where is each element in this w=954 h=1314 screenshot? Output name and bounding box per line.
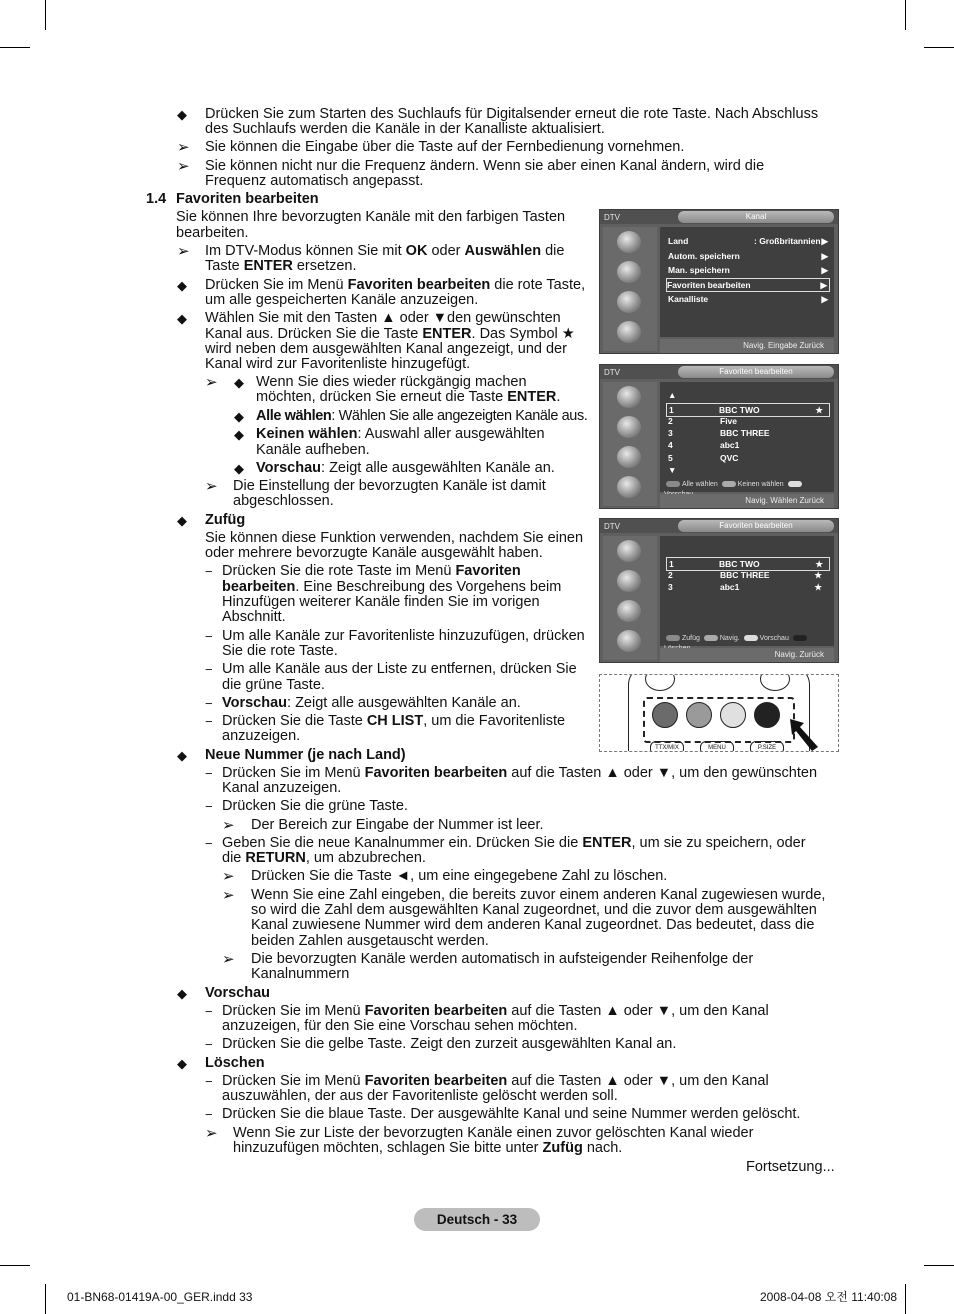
bullet-diamond: ◆ <box>234 375 244 390</box>
text-line: Geben Sie die neue Kanalnummer ein. Drücken Sie die ENTER, um sie zu speichern, oder <box>222 835 806 851</box>
text-line: Frequenz automatisch angepasst. <box>205 173 424 189</box>
sound-icon <box>617 261 641 283</box>
input-icon <box>617 630 641 652</box>
text-line: so wird die Zahl dem ausgewählten Kanal zugeordnet, und die zuvor dem ausgewählten <box>251 902 817 918</box>
menu-row[interactable]: Man. speichern ▶ <box>668 265 828 275</box>
text-line: Wenn Sie dies wieder rückgängig machen <box>256 374 527 390</box>
channel-row[interactable]: 2 Five <box>668 416 738 426</box>
menu-row-selected[interactable]: Favoriten bearbeiten ▶ <box>666 278 830 292</box>
menu-row[interactable]: Autom. speichern ▶ <box>668 251 828 261</box>
screen-title: Favoriten bearbeiten <box>678 366 834 378</box>
dash: − <box>205 629 213 644</box>
picture-icon <box>617 231 641 253</box>
text-line: Sie die rote Taste. <box>222 643 338 659</box>
text-line: Drücken Sie die grüne Taste. <box>222 798 408 814</box>
dash: − <box>205 836 213 851</box>
crop-mark <box>924 1265 954 1266</box>
text-line: Um alle Kanäle zur Favoritenliste hinzuzufügen, drücken <box>222 628 585 644</box>
text-line: Keinen wählen: Auswahl aller ausgewählten <box>256 426 545 442</box>
dash: − <box>205 662 213 677</box>
text-line: Der Bereich zur Eingabe der Nummer ist leer. <box>251 817 544 833</box>
p-size-button[interactable]: P.SIZE <box>750 741 784 752</box>
dash: − <box>205 696 213 711</box>
text-line: die grüne Taste. <box>222 677 325 693</box>
picture-icon <box>617 386 641 408</box>
text-line: Drücken Sie die rote Taste im Menü Favoriten <box>222 563 521 579</box>
note-arrow: ➢ <box>177 243 190 260</box>
text-line: des Suchlaufs werden die Kanäle in der Kanalliste aktualisiert. <box>205 121 605 137</box>
section-number: 1.4 <box>146 191 167 207</box>
channel-row[interactable]: 3 BBC THREE <box>668 428 770 438</box>
text-line: Alle wählen: Wählen Sie alle angezeigten Kanäle aus. <box>256 408 588 424</box>
color-key-bar: Alle wählen Keinen wählen <box>664 480 832 490</box>
text-line: Kanalnummern <box>251 966 350 982</box>
text-line: Um alle Kanäle aus der Liste zu entfernen, drücken Sie <box>222 661 577 677</box>
bullet-diamond: ◆ <box>234 427 244 442</box>
bullet-diamond: ◆ <box>177 278 187 293</box>
text-line: Wählen Sie mit den Tasten ▲ oder ▼den gewünschten <box>205 310 561 326</box>
text-line: Hinzufügen weiterer Kanäle finden Sie im vorigen <box>222 594 540 610</box>
channel-row[interactable]: 2 BBC THREE ★ <box>668 570 822 580</box>
dash: − <box>205 1074 213 1089</box>
setup-icon <box>617 600 641 622</box>
section-title: Favoriten bearbeiten <box>176 191 319 207</box>
text-line: Wenn Sie eine Zahl eingeben, die bereits zuvor einem anderen Kanal zugewiesen wurde, <box>251 887 826 903</box>
text-line: abgeschlossen. <box>233 493 334 509</box>
channel-row-selected[interactable]: 1 BBC TWO ★ <box>666 557 830 571</box>
screen-footer: Navig. Eingabe Zurück <box>660 339 834 353</box>
dash: − <box>205 1037 213 1052</box>
screen-tab: DTV <box>604 522 620 531</box>
note-arrow: ➢ <box>205 374 218 391</box>
picture-icon <box>617 540 641 562</box>
note-arrow: ➢ <box>177 158 190 175</box>
pointer-arrow-icon <box>788 715 828 752</box>
screen-footer: Navig. Zurück <box>660 648 834 662</box>
text-line: Vorschau: Zeigt alle ausgewählten Kanäle an. <box>222 695 521 711</box>
note-arrow: ➢ <box>205 1125 218 1142</box>
dash: − <box>205 1107 213 1122</box>
text-line: beiden Zahlen ausgetauscht werden. <box>251 933 489 949</box>
text-line: um alle gespeicherten Kanäle anzuzeigen. <box>205 292 479 308</box>
screen-tab: DTV <box>604 368 620 377</box>
text-line: Drücken Sie im Menü Favoriten bearbeiten auf die Tasten ▲ oder ▼, um den Kanal <box>222 1073 769 1089</box>
screen-title: Kanal <box>678 211 834 223</box>
note-arrow: ➢ <box>222 868 235 885</box>
text-line: oder mehrere bevorzugte Kanäle ausgewählt haben. <box>205 545 543 561</box>
channel-row-selected[interactable]: 1 BBC TWO ★ <box>666 403 830 417</box>
text-line: Drücken Sie die Taste CH LIST, um die Favoritenliste <box>222 713 566 729</box>
tv-screen-favorites-list <box>599 518 839 663</box>
bullet-diamond: ◆ <box>177 513 187 528</box>
text-line: Drücken Sie die Taste ◄, um eine eingegebene Zahl zu löschen. <box>251 868 668 884</box>
page-number-label: Deutsch - 33 <box>414 1208 540 1231</box>
dash: − <box>205 1004 213 1019</box>
scroll-up-indicator: ▲ <box>668 390 677 400</box>
note-arrow: ➢ <box>222 817 235 834</box>
text-line: Vorschau: Zeigt alle ausgewählten Kanäle an. <box>256 460 555 476</box>
text-line: Im DTV-Modus können Sie mit OK oder Auswählen die <box>205 243 565 259</box>
channel-row[interactable]: 4 abc1 <box>668 440 740 450</box>
green-button[interactable] <box>686 702 712 728</box>
crop-mark <box>0 1265 30 1266</box>
channel-row[interactable]: 3 abc1 ★ <box>668 582 822 592</box>
text-line: Kanal zuwiesene Nummer wird dem anderen Kanal zugeordnet. Das bedeutet, dass die <box>251 917 815 933</box>
text-line: Wenn Sie zur Liste der bevorzugten Kanäle einen zuvor gelöschten Kanal wieder <box>233 1125 754 1141</box>
setup-icon <box>617 291 641 313</box>
text-line: anzuzeigen. <box>222 728 301 744</box>
subheading: Zufüg <box>205 512 246 528</box>
text-line: Kanal anzuzeigen. <box>222 780 342 796</box>
bullet-diamond: ◆ <box>177 1056 187 1071</box>
crop-mark <box>905 0 906 30</box>
screen-title: Favoriten bearbeiten <box>678 520 834 532</box>
screen-tab: DTV <box>604 213 620 222</box>
printer-slug-right: 2008-04-08 오전 11:40:08 <box>760 1290 898 1304</box>
text-line: Die Einstellung der bevorzugten Kanäle ist damit <box>233 478 546 494</box>
tv-screen-favorites-edit <box>599 364 839 509</box>
text-line: Taste ENTER ersetzen. <box>205 258 357 274</box>
continuation-label: Fortsetzung... <box>746 1159 835 1175</box>
bullet-diamond: ◆ <box>177 748 187 763</box>
sound-icon <box>617 570 641 592</box>
remote-control-illustration <box>599 674 839 752</box>
tv-screen-channel-menu <box>599 209 839 354</box>
yellow-button[interactable] <box>720 702 746 728</box>
dash: − <box>205 799 213 814</box>
bullet-diamond: ◆ <box>177 311 187 326</box>
text-line: Drücken Sie im Menü Favoriten bearbeiten auf die Tasten ▲ oder ▼, um den Kanal <box>222 1003 769 1019</box>
screen-footer: Navig. Wählen Zurück <box>660 494 834 508</box>
bullet-diamond: ◆ <box>234 461 244 476</box>
ttx-mix-button[interactable]: TTX/MIX <box>650 741 684 752</box>
text-line: bearbeiten. Eine Beschreibung des Vorgehens beim <box>222 579 562 595</box>
dash: − <box>205 714 213 729</box>
text-line: Sie können die Eingabe über die Taste auf der Fernbedienung vornehmen. <box>205 139 685 155</box>
crop-mark <box>905 1284 906 1314</box>
input-icon <box>617 476 641 498</box>
crop-mark <box>45 1284 46 1314</box>
text-line: Die bevorzugten Kanäle werden automatisch in aufsteigender Reihenfolge der <box>251 951 754 967</box>
dash: − <box>205 564 213 579</box>
note-arrow: ➢ <box>177 139 190 156</box>
input-icon <box>617 321 641 343</box>
text-line: bearbeiten. <box>176 225 249 241</box>
dash: − <box>205 766 213 781</box>
menu-row[interactable]: Land : Großbritannien ▶ <box>668 236 828 246</box>
text-line: Sie können nicht nur die Frequenz ändern. Wenn sie aber einen Kanal ändern, wird die <box>205 158 765 174</box>
text-line: Abschnitt. <box>222 609 286 625</box>
note-arrow: ➢ <box>205 478 218 495</box>
setup-icon <box>617 446 641 468</box>
subheading: Vorschau <box>205 985 271 1001</box>
bullet-diamond: ◆ <box>177 107 187 122</box>
text-line: auszuwählen, der aus der Favoritenliste gelöscht werden soll. <box>222 1088 618 1104</box>
blue-button[interactable] <box>754 702 780 728</box>
text-line: Drücken Sie die gelbe Taste. Zeigt den zurzeit ausgewählten Kanal an. <box>222 1036 677 1052</box>
channel-row[interactable]: 5 QVC <box>668 453 739 463</box>
red-button[interactable] <box>652 702 678 728</box>
text-line: Drücken Sie zum Starten des Suchlaufs für Digitalsender erneut die rote Taste. Nach Abschluss <box>205 106 819 122</box>
menu-button[interactable]: MENU <box>700 741 734 752</box>
text-line: wird neben dem ausgewählten Kanal angezeigt, und der <box>205 341 567 357</box>
printer-slug-left: 01-BN68-01419A-00_GER.indd 33 <box>67 1290 253 1304</box>
subheading: Neue Nummer (je nach Land) <box>205 747 406 763</box>
crop-mark <box>0 47 30 48</box>
bullet-diamond: ◆ <box>234 409 244 424</box>
bullet-diamond: ◆ <box>177 986 187 1001</box>
text-line: Kanal aus. Drücken Sie die Taste ENTER. Das Symbol ★ <box>205 326 575 342</box>
text-line: Sie können Ihre bevorzugten Kanäle mit den farbigen Tasten <box>176 209 566 225</box>
text-line: anzuzeigen, für den Sie eine Vorschau sehen möchten. <box>222 1018 578 1034</box>
crop-mark <box>924 47 954 48</box>
sound-icon <box>617 416 641 438</box>
text-line: Kanal wird zur Favoritenliste hinzugefügt. <box>205 356 471 372</box>
text-line: Sie können diese Funktion verwenden, nachdem Sie einen <box>205 530 584 546</box>
text-line: hinzuzufügen möchten, schlagen Sie bitte unter Zufüg nach. <box>233 1140 623 1156</box>
scroll-down-indicator: ▼ <box>668 465 677 475</box>
text-line: die RETURN, um abzubrechen. <box>222 850 426 866</box>
text-line: möchten, drücken Sie erneut die Taste ENTER. <box>256 389 561 405</box>
note-arrow: ➢ <box>222 951 235 968</box>
text-line: Drücken Sie im Menü Favoriten bearbeiten die rote Taste, <box>205 277 586 293</box>
crop-mark <box>45 0 46 30</box>
text-line: Drücken Sie die blaue Taste. Der ausgewählte Kanal und seine Nummer werden gelöscht. <box>222 1106 801 1122</box>
note-arrow: ➢ <box>222 887 235 904</box>
menu-row[interactable]: Kanalliste ▶ <box>668 294 828 304</box>
subheading: Löschen <box>205 1055 265 1071</box>
text-line: Kanäle aufheben. <box>256 442 370 458</box>
color-key-bar: Zufüg Navig. Vorschau <box>664 634 832 644</box>
text-line: Drücken Sie im Menü Favoriten bearbeiten auf die Tasten ▲ oder ▼, um den gewünschten <box>222 765 818 781</box>
